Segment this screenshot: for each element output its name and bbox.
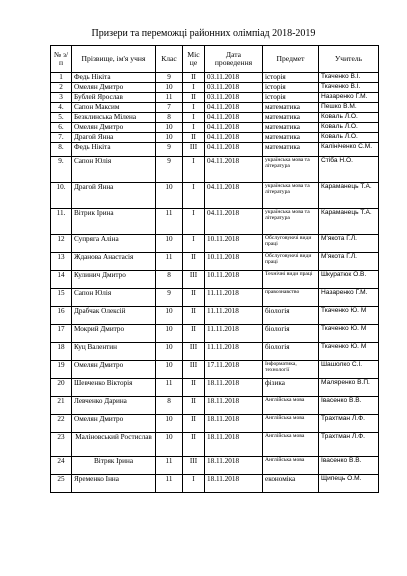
place-value: ІІІ	[183, 361, 205, 379]
class-value: 10	[156, 133, 183, 143]
place-value: І	[183, 209, 205, 235]
class-value: 8	[156, 271, 183, 289]
subject-value: історія	[263, 73, 319, 83]
teacher-value: Коваль Л.О.	[319, 113, 379, 123]
row-number: 15	[51, 289, 72, 307]
student-name: Омелян Дмитро	[72, 415, 156, 433]
table-row	[51, 235, 379, 253]
col-place-header: Міс це	[183, 46, 205, 73]
subject-value: історія	[263, 93, 319, 103]
teacher-value: Ткаченко Ю. М	[319, 343, 379, 361]
subject-value: Технічні види праці	[263, 271, 319, 289]
table-row	[51, 307, 379, 325]
row-number: 19	[51, 361, 72, 379]
col-subject-header: Предмет	[263, 46, 319, 73]
table-row	[51, 397, 379, 415]
student-name: Кулинич Дмитро	[72, 271, 156, 289]
row-number: 17	[51, 325, 72, 343]
student-name: Федь Нікіта	[72, 143, 156, 157]
place-value: І	[183, 183, 205, 209]
place-value: ІІІ	[183, 457, 205, 475]
subject-value: математика	[263, 123, 319, 133]
table-header-row	[51, 46, 379, 73]
row-number: 5.	[51, 113, 72, 123]
student-name: Жданова Анастасія	[72, 253, 156, 271]
teacher-value: Караманець Т.А.	[319, 183, 379, 209]
subject-value: Інформатика, технології	[263, 361, 319, 379]
table-row	[51, 475, 379, 493]
subject-value: Англійська мова	[263, 397, 319, 415]
row-number: 16	[51, 307, 72, 325]
class-value: 10	[156, 123, 183, 133]
place-value: ІІІ	[183, 271, 205, 289]
teacher-value: Коваль Л.О.	[319, 133, 379, 143]
place-value: ІІ	[183, 73, 205, 83]
subject-value: українська мова та література	[263, 183, 319, 209]
subject-value: історія	[263, 83, 319, 93]
place-value: ІІ	[183, 253, 205, 271]
teacher-value: М'якота Г.Л.	[319, 235, 379, 253]
col-number-header: № з/п	[51, 46, 72, 73]
place-value: ІІ	[183, 289, 205, 307]
col-teacher-header: Учитель	[319, 46, 379, 73]
class-value: 11	[156, 209, 183, 235]
table-row	[51, 183, 379, 209]
student-name: Омелян Дмитро	[72, 361, 156, 379]
class-value: 10	[156, 83, 183, 93]
table-row	[51, 209, 379, 235]
date-value: 04.11.2018	[205, 123, 263, 133]
teacher-value: Караманець Т.А.	[319, 209, 379, 235]
row-number: 23	[51, 433, 72, 457]
class-value: 10	[156, 361, 183, 379]
place-value: ІІ	[183, 397, 205, 415]
place-value: ІІ	[183, 415, 205, 433]
table-row	[51, 415, 379, 433]
teacher-value: Калініченко С.М.	[319, 143, 379, 157]
table-row	[51, 83, 379, 93]
teacher-value: Щипець О.М.	[319, 475, 379, 493]
table-row	[51, 113, 379, 123]
class-value: 11	[156, 93, 183, 103]
student-name: Федь Нікіта	[72, 73, 156, 83]
class-value: 11	[156, 457, 183, 475]
teacher-value: Назаренко Г.М.	[319, 93, 379, 103]
subject-value: правознавство	[263, 289, 319, 307]
row-number: 14	[51, 271, 72, 289]
date-value: 11.11.2018	[205, 307, 263, 325]
class-value: 11	[156, 379, 183, 397]
class-value: 11	[156, 253, 183, 271]
place-value: ІІ	[183, 325, 205, 343]
row-number: 25	[51, 475, 72, 493]
col-class-header: Клас	[156, 46, 183, 73]
table-row	[51, 289, 379, 307]
table-row	[51, 253, 379, 271]
row-number: 3	[51, 93, 72, 103]
subject-value: Англійська мова	[263, 457, 319, 475]
table-row	[51, 103, 379, 113]
table-row	[51, 73, 379, 83]
class-value: 8	[156, 397, 183, 415]
class-value: 10	[156, 235, 183, 253]
teacher-value: Ткаченко Ю. М	[319, 325, 379, 343]
date-value: 04.11.2018	[205, 103, 263, 113]
row-number: 6.	[51, 123, 72, 133]
row-number: 22	[51, 415, 72, 433]
subject-value: біологія	[263, 307, 319, 325]
class-value: 10	[156, 307, 183, 325]
class-value: 10	[156, 433, 183, 457]
row-number: 12	[51, 235, 72, 253]
student-name: Омелян Дмитро	[72, 123, 156, 133]
class-value: 8	[156, 113, 183, 123]
place-value: ІІ	[183, 433, 205, 457]
subject-value: математика	[263, 113, 319, 123]
subject-value: математика	[263, 133, 319, 143]
table-row	[51, 133, 379, 143]
student-name: Супряга Аліна	[72, 235, 156, 253]
row-number: 13	[51, 253, 72, 271]
class-value: 9	[156, 143, 183, 157]
col-name-header: Прізвище, ім'я учня	[72, 46, 156, 73]
table-row	[51, 361, 379, 379]
row-number: 21	[51, 397, 72, 415]
class-value: 9	[156, 289, 183, 307]
row-number: 18	[51, 343, 72, 361]
date-value: 04.11.2018	[205, 133, 263, 143]
date-value: 03.11.2018	[205, 83, 263, 93]
subject-value: Обслуговуючі види праці	[263, 253, 319, 271]
row-number: 20	[51, 379, 72, 397]
subject-value: фізика	[263, 379, 319, 397]
class-value: 9	[156, 73, 183, 83]
date-value: 03.11.2018	[205, 93, 263, 103]
row-number: 8.	[51, 143, 72, 157]
row-number: 11.	[51, 209, 72, 235]
row-number: 10.	[51, 183, 72, 209]
date-value: 11.11.2018	[205, 325, 263, 343]
place-value: ІІІ	[183, 143, 205, 157]
student-name: Вітряк Ірина	[72, 457, 156, 475]
date-value: 18.11.2018	[205, 379, 263, 397]
row-number: 2	[51, 83, 72, 93]
row-number: 9.	[51, 157, 72, 183]
place-value: ІІ	[183, 307, 205, 325]
class-value: 9	[156, 157, 183, 183]
teacher-value: Шашолко С.І.	[319, 361, 379, 379]
student-name: Левченко Дарина	[72, 397, 156, 415]
teacher-value: Івасенко В.В.	[319, 457, 379, 475]
subject-value: математика	[263, 103, 319, 113]
student-name: Бублей Ярослав	[72, 93, 156, 103]
teacher-value: Ткаченко В.І.	[319, 73, 379, 83]
teacher-value: Назаренко Г.М.	[319, 289, 379, 307]
place-value: І	[183, 113, 205, 123]
row-number: 24	[51, 457, 72, 475]
date-value: 11.11.2018	[205, 289, 263, 307]
place-value: І	[183, 83, 205, 93]
date-value: 03.11.2018	[205, 73, 263, 83]
date-value: 04.11.2018	[205, 113, 263, 123]
place-value: ІІ	[183, 93, 205, 103]
student-name: Куц Валентин	[72, 343, 156, 361]
place-value: І	[183, 235, 205, 253]
table-row	[51, 123, 379, 133]
class-value: 7	[156, 103, 183, 113]
subject-value: Обслуговуючі види праці	[263, 235, 319, 253]
row-number: 4.	[51, 103, 72, 113]
place-value: ІІ	[183, 133, 205, 143]
student-name: Драгой Янна	[72, 183, 156, 209]
date-value: 10.11.2018	[205, 253, 263, 271]
subject-value: Англійська мова	[263, 415, 319, 433]
student-name: Драгой Янна	[72, 133, 156, 143]
class-value: 10	[156, 415, 183, 433]
subject-value: біологія	[263, 343, 319, 361]
teacher-value: Стіба Н.О.	[319, 157, 379, 183]
date-value: 10.11.2018	[205, 235, 263, 253]
student-name: Вітрик Ірина	[72, 209, 156, 235]
student-name: Мокрий Дмитро	[72, 325, 156, 343]
date-value: 18.11.2018	[205, 475, 263, 493]
subject-value: українська мова та література	[263, 157, 319, 183]
teacher-value: Пешко В.М.	[319, 103, 379, 113]
table-row	[51, 379, 379, 397]
date-value: 04.11.2018	[205, 183, 263, 209]
teacher-value: Трахтман Л.Ф.	[319, 433, 379, 457]
teacher-value: М'якота Г.Л.	[319, 253, 379, 271]
teacher-value: Шкуратюк О.В.	[319, 271, 379, 289]
date-value: 04.11.2018	[205, 157, 263, 183]
teacher-value: Трахтман Л.Ф.	[319, 415, 379, 433]
student-name: Шевченко Вікторія	[72, 379, 156, 397]
place-value: ІІІ	[183, 343, 205, 361]
date-value: 18.11.2018	[205, 457, 263, 475]
student-name: Драбчак Олексій	[72, 307, 156, 325]
student-name: Сапон Юлія	[72, 157, 156, 183]
class-value: 10	[156, 325, 183, 343]
row-number: 7.	[51, 133, 72, 143]
date-value: 18.11.2018	[205, 433, 263, 457]
class-value: 11	[156, 475, 183, 493]
class-value: 10	[156, 183, 183, 209]
teacher-value: Ткаченко Ю. М	[319, 307, 379, 325]
teacher-value: Коваль Л.О.	[319, 123, 379, 133]
table-row	[51, 325, 379, 343]
student-name: Сапон Максим	[72, 103, 156, 113]
date-value: 17.11.2018	[205, 361, 263, 379]
place-value: І	[183, 123, 205, 133]
teacher-value: Маляренко В.П.	[319, 379, 379, 397]
col-date-header: Дата проведення	[205, 46, 263, 73]
table-row	[51, 143, 379, 157]
student-name: Яременко Інна	[72, 475, 156, 493]
table-row	[51, 157, 379, 183]
place-value: І	[183, 103, 205, 113]
table-row	[51, 343, 379, 361]
table-body	[51, 73, 379, 493]
table-row	[51, 457, 379, 475]
subject-value: українська мова та література	[263, 209, 319, 235]
student-name: Безклинська Мілена	[72, 113, 156, 123]
student-name: Омелян Дмитро	[72, 83, 156, 93]
place-value: І	[183, 157, 205, 183]
winners-table	[50, 45, 379, 493]
table-row	[51, 271, 379, 289]
place-value: І	[183, 475, 205, 493]
date-value: 04.11.2018	[205, 209, 263, 235]
date-value: 18.11.2018	[205, 397, 263, 415]
class-value: 10	[156, 343, 183, 361]
subject-value: економіка	[263, 475, 319, 493]
student-name: Маліновський Ростислав	[72, 433, 156, 457]
date-value: 11.11.2018	[205, 343, 263, 361]
teacher-value: Івасенко В.В.	[319, 397, 379, 415]
subject-value: біологія	[263, 325, 319, 343]
student-name: Сапон Юлія	[72, 289, 156, 307]
date-value: 04.11.2018	[205, 143, 263, 157]
date-value: 18.11.2018	[205, 415, 263, 433]
row-number: 1	[51, 73, 72, 83]
table-row	[51, 93, 379, 103]
subject-value: Англійська мова	[263, 433, 319, 457]
page-title: Призери та переможці районних олімпіад 2018-2019	[91, 28, 316, 39]
date-value: 10.11.2018	[205, 271, 263, 289]
teacher-value: Ткаченко В.І.	[319, 83, 379, 93]
subject-value: математика	[263, 143, 319, 157]
table-row	[51, 433, 379, 457]
place-value: ІІ	[183, 379, 205, 397]
